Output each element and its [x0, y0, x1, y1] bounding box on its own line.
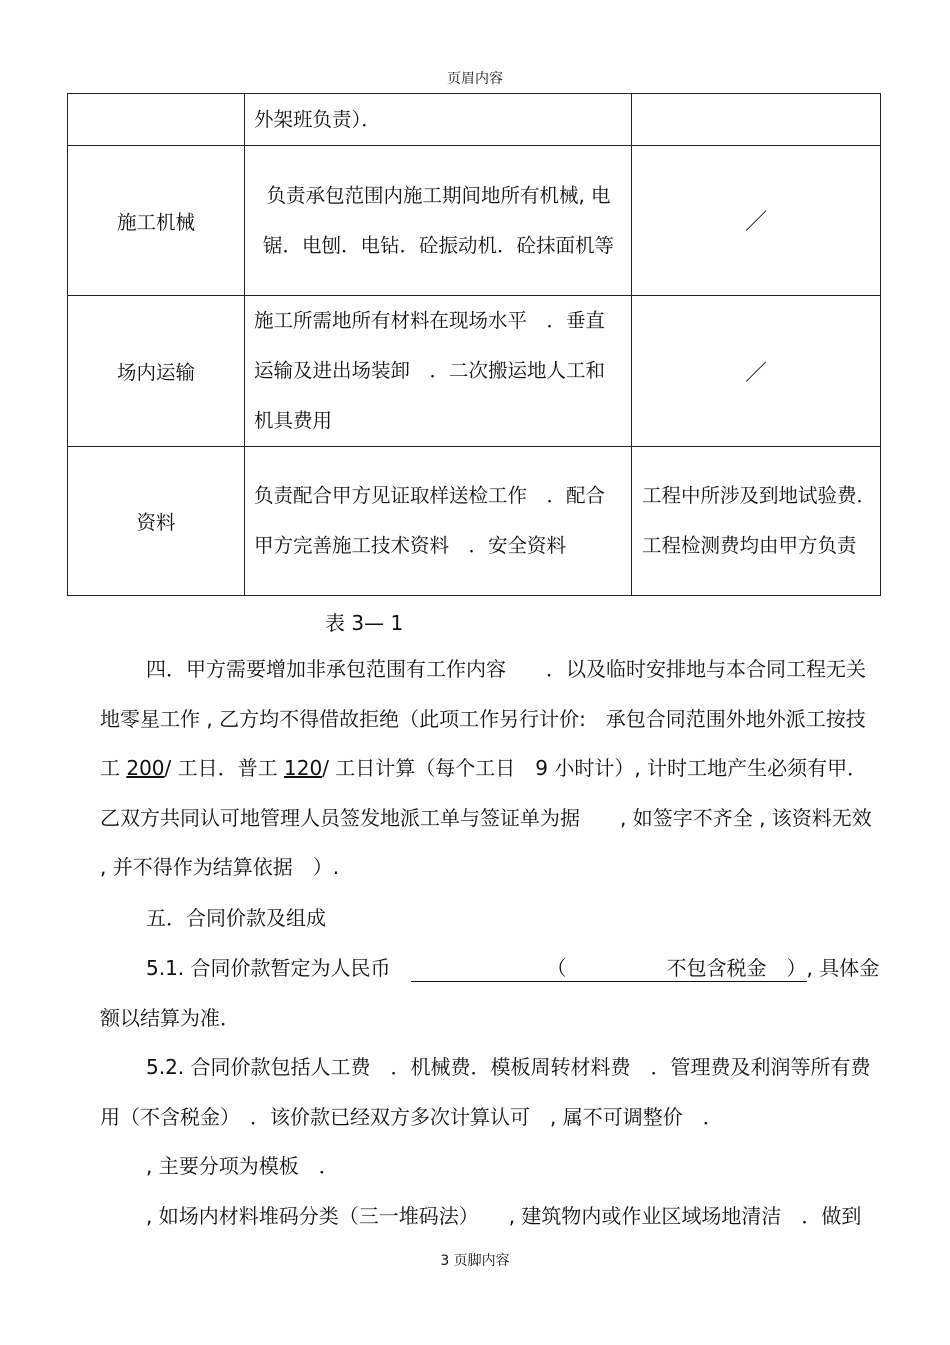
table-row	[68, 146, 881, 296]
remark-cell	[632, 94, 881, 146]
general-rate: 120	[284, 756, 323, 780]
page-header: 页眉内容	[447, 71, 503, 87]
content-cell: 外架班负责）．	[245, 94, 632, 146]
section-4-text: 四．甲方需要增加非承包范围有工作内容 ．以及临时安排地与本合同工程无关地零星工作 , 乙方均不得借故拒绝（此项工作另行计价: 承包合同范围外地外派工按技工	[100, 657, 866, 780]
category-cell: 场内运输	[68, 296, 245, 447]
table-caption: 表 3— 1	[325, 611, 404, 635]
contract-amount-blank: （ 不包含税金 ）	[411, 955, 807, 982]
table-row	[68, 296, 881, 447]
clause-5-1	[100, 944, 880, 1043]
remark-cell: ／	[632, 146, 881, 296]
remark-cell: 工程中所涉及到地试验费．工程检测费均由甲方负责	[632, 447, 881, 596]
category-cell: 施工机械	[68, 146, 245, 296]
body-line: , 如场内材料堆码分类（三一堆码法） , 建筑物内或作业区域场地清洁 ．做到	[146, 1204, 862, 1228]
category-cell	[68, 94, 245, 146]
skilled-rate: 200	[126, 756, 165, 780]
content-cell: 负责承包范围内施工期间地所有机械, 电锯．电刨．电钻．砼振动机．砼抹面机等	[245, 146, 632, 296]
category-cell: 资料	[68, 447, 245, 596]
content-cell: 施工所需地所有材料在现场水平 ．垂直运输及进出场装卸 ．二次搬运地人工和机具费用	[245, 296, 632, 447]
table-row	[68, 447, 881, 596]
body-line: , 主要分项为模板 ．	[146, 1154, 339, 1178]
content-cell: 负责配合甲方见证取样送检工作 ．配合甲方完善施工技术资料 ．安全资料	[245, 447, 632, 596]
remark-cell: ／	[632, 296, 881, 447]
clause-5-1-text: 5.1. 合同价款暂定为人民币	[146, 956, 391, 980]
section-5-title: 五．合同价款及组成	[146, 906, 326, 930]
clause-5-2: 5.2. 合同价款包括人工费 ．机械费．模板周转材料费 ．管理费及利润等所有费用（不含税金） ．该价款已经双方多次计算认可 , 属不可调整价 ．	[100, 1055, 871, 1129]
clause-5-1-text: , 具体金额以结算为准．	[100, 956, 880, 1030]
page-footer: 3 页脚内容	[440, 1253, 510, 1269]
section-4-text: / 工日计算（每个工日 9 小时计）, 计时工地产生必须有甲．乙双方共同认可地管理人员签发地派工单与签证单为据 , 如签字不齐全 , 该资料无效 , 并不得作为结算依据 ）.	[100, 756, 872, 879]
section-4-paragraph	[100, 645, 880, 893]
table-row	[68, 94, 881, 146]
section-4-text: / 工日．普工	[164, 756, 278, 780]
responsibility-table	[67, 93, 881, 596]
